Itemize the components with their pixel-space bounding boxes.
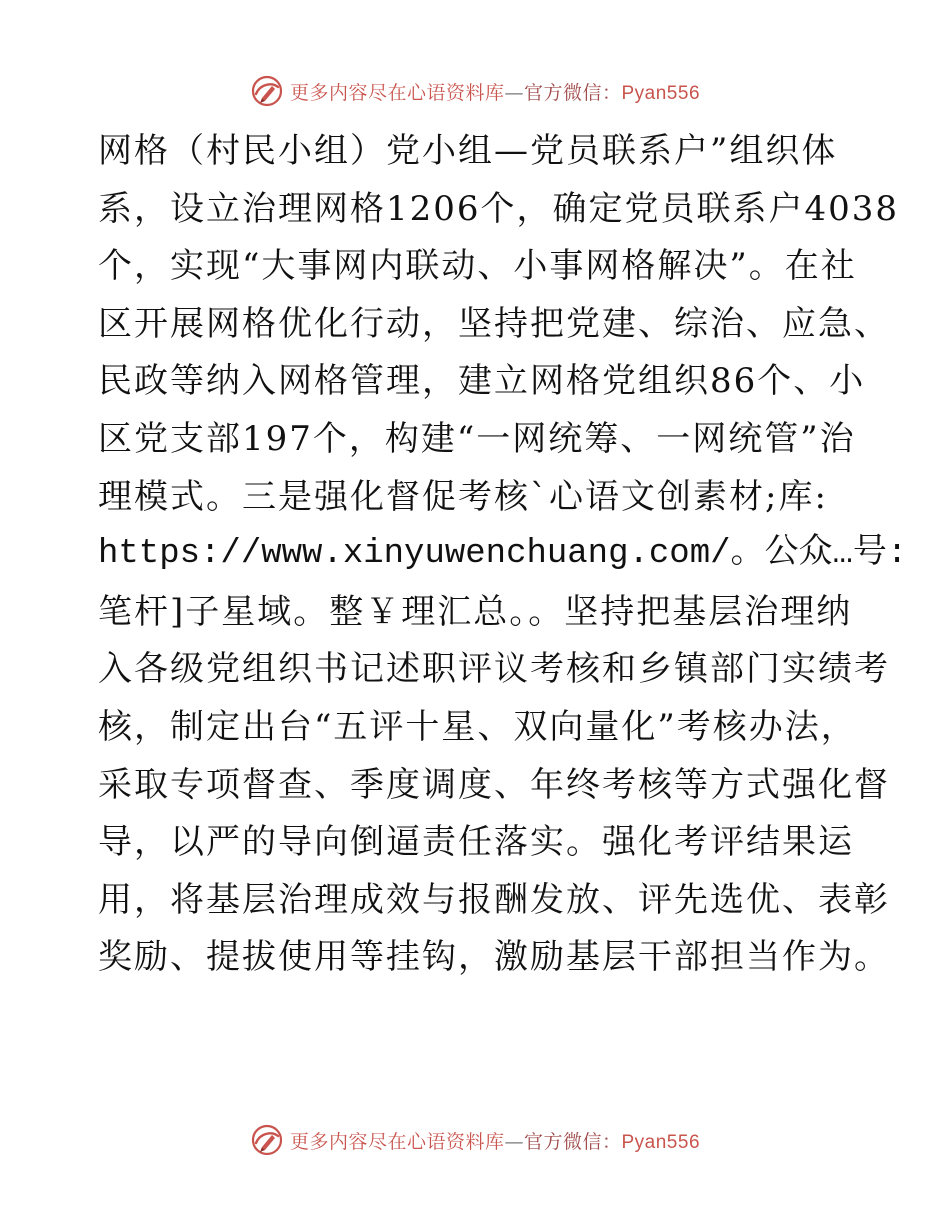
document-body — [98, 123, 908, 987]
footer-banner — [0, 1120, 950, 1160]
body-line: 核，制定出台“五评十星、双向量化”考核办法， — [98, 706, 857, 747]
header-wechat-account: Pyan556 — [621, 82, 701, 104]
body-line: 区党支部197个，构建“一网统筹、一网统管”治 — [98, 418, 856, 459]
body-line: 奖励、提拔使用等挂钩，激励基层干部担当作为。 — [98, 937, 890, 978]
footer-wechat-label: 官方微信： — [523, 1130, 622, 1153]
body-line: 导，以严的导向倒逼责任落实。强化考评结果运 — [98, 822, 854, 863]
footer-promo-text: 更多内容尽在心语资料库 — [289, 1130, 505, 1153]
body-line: 网格（村民小组）党小组—党员联系户”组织体 — [98, 131, 838, 171]
pen-logo-icon — [250, 74, 284, 108]
footer-wechat-account: Pyan556 — [621, 1131, 701, 1153]
body-line: 用，将基层治理成效与报酬发放、评先选优、表彰 — [98, 879, 890, 920]
body-line: 笔杆]子星域。整￥理汇总。。坚持把基层治理纳 — [98, 591, 853, 632]
body-line: 理模式。三是强化督促考核`心语文创素材;库: — [98, 476, 828, 517]
header-banner — [0, 71, 950, 111]
body-line: 区开展网格优化行动，坚持把党建、综治、应急、 — [98, 303, 890, 344]
pen-logo-icon — [250, 1123, 284, 1157]
header-banner-text — [290, 78, 700, 105]
header-wechat-label: 官方微信： — [523, 81, 622, 104]
header-promo-text: 更多内容尽在心语资料库 — [289, 81, 505, 104]
header-separator: — — [504, 81, 524, 104]
body-line: 个，实现“大事网内联动、小事网格解决”。在社 — [98, 246, 857, 287]
body-line: 采取专项督查、季度调度、年终考核等方式强化督 — [98, 764, 890, 805]
body-line: 入各级党组织书记述职评议考核和乡镇部门实绩考 — [98, 649, 890, 690]
body-line-url: https://www.xinyuwenchuang.com/。公众…号: — [98, 535, 908, 574]
footer-separator: — — [504, 1130, 524, 1153]
footer-banner-text — [290, 1127, 700, 1154]
body-line: 系，设立治理网格1206个，确定党员联系户4038 — [98, 188, 900, 229]
body-line: 民政等纳入网格管理，建立网格党组织86个、小 — [98, 361, 866, 402]
